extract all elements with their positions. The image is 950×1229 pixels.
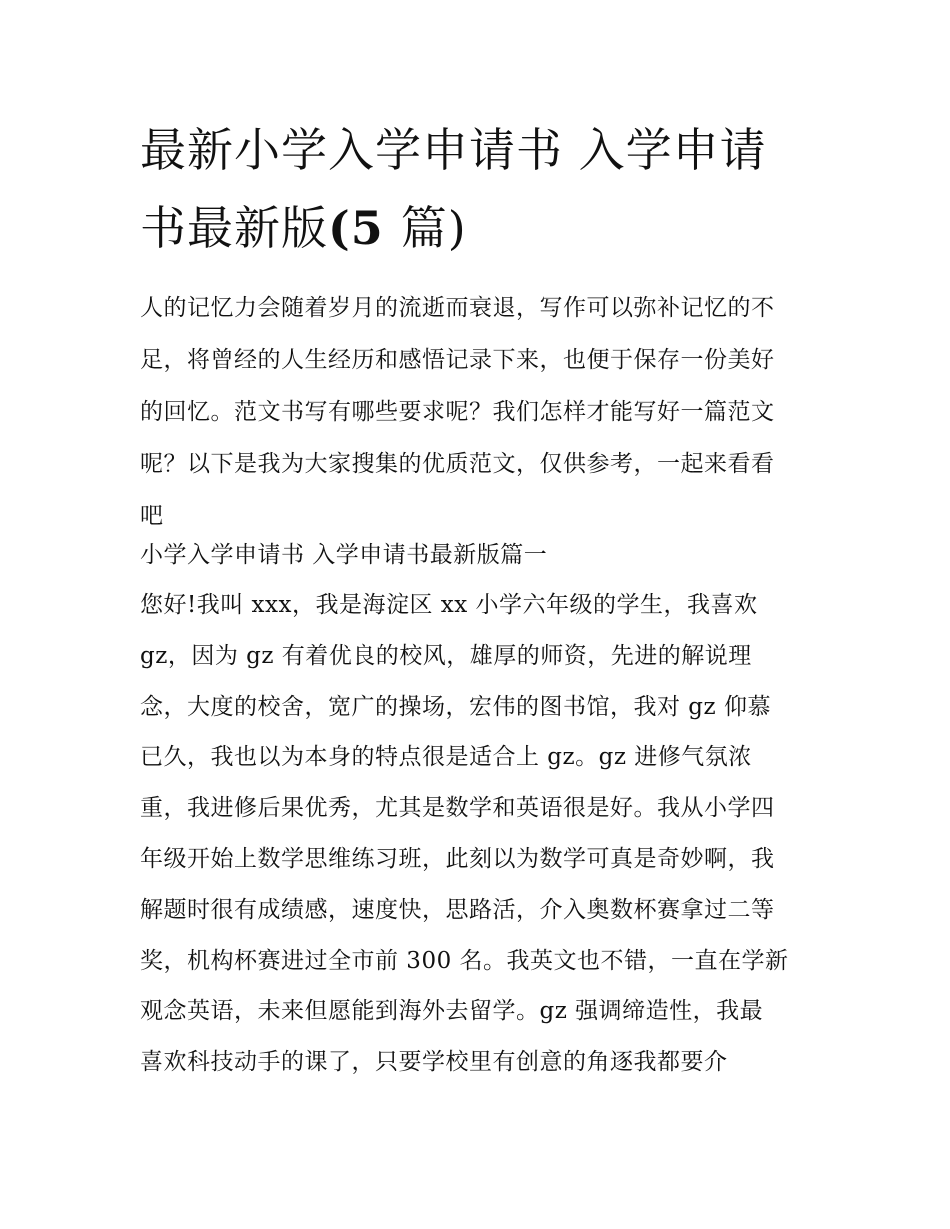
letter-line: 解题时很有成绩感，速度快，思路活，介入奥数杯赛拿过二等 [140, 896, 775, 923]
letter-line: gz，因为 gz 有着优良的校风，雄厚的师资，先进的解说理 [140, 642, 752, 669]
intro-line: 人的记忆力会随着岁月的流逝而衰退，写作可以弥补记忆的不 [140, 295, 775, 321]
letter-line: 年级开始上数学思维练习班，此刻以为数学可真是奇妙啊，我 [140, 845, 775, 872]
intro-line: 吧 [140, 503, 164, 529]
letter-paragraph [140, 580, 820, 1088]
letter-line: 您好!我叫 xxx，我是海淀区 xx 小学六年级的学生，我喜欢 [140, 592, 758, 618]
intro-line: 足，将曾经的人生经历和感悟记录下来，也便于保存一份美好 [140, 347, 775, 373]
title-count: (5 [328, 201, 401, 255]
intro-line: 呢？以下是我为大家搜集的优质范文，仅供参考，一起来看看 [140, 451, 775, 477]
title-line-2-suffix: 篇) [400, 201, 467, 255]
section-heading: 小学入学申请书 入学申请书最新版篇一 [140, 542, 548, 568]
letter-line: 念，大度的校舍，宽广的操场，宏伟的图书馆，我对 gz 仰慕 [140, 693, 771, 720]
title-line-2 [140, 189, 820, 267]
title-line-1: 最新小学入学申请书 入学申请 [140, 123, 767, 177]
letter-line: 观念英语，未来但愿能到海外去留学。gz 强调缔造性，我最 [140, 998, 764, 1025]
letter-line: 已久，我也以为本身的特点很是适合上 gz。gz 进修气氛浓 [140, 744, 752, 771]
title-line-2-prefix: 书最新版 [140, 201, 328, 255]
intro-paragraph [140, 282, 820, 542]
intro-line: 的回忆。范文书写有哪些要求呢？我们怎样才能写好一篇范文 [140, 399, 775, 425]
letter-line: 重，我进修后果优秀，尤其是数学和英语很是好。我从小学四 [140, 795, 775, 822]
document-title [140, 111, 820, 267]
letter-line: 奖，机构杯赛进过全市前 300 名。我英文也不错，一直在学新 [140, 947, 789, 974]
letter-line: 喜欢科技动手的课了，只要学校里有创意的角逐我都要介 [140, 1049, 728, 1076]
